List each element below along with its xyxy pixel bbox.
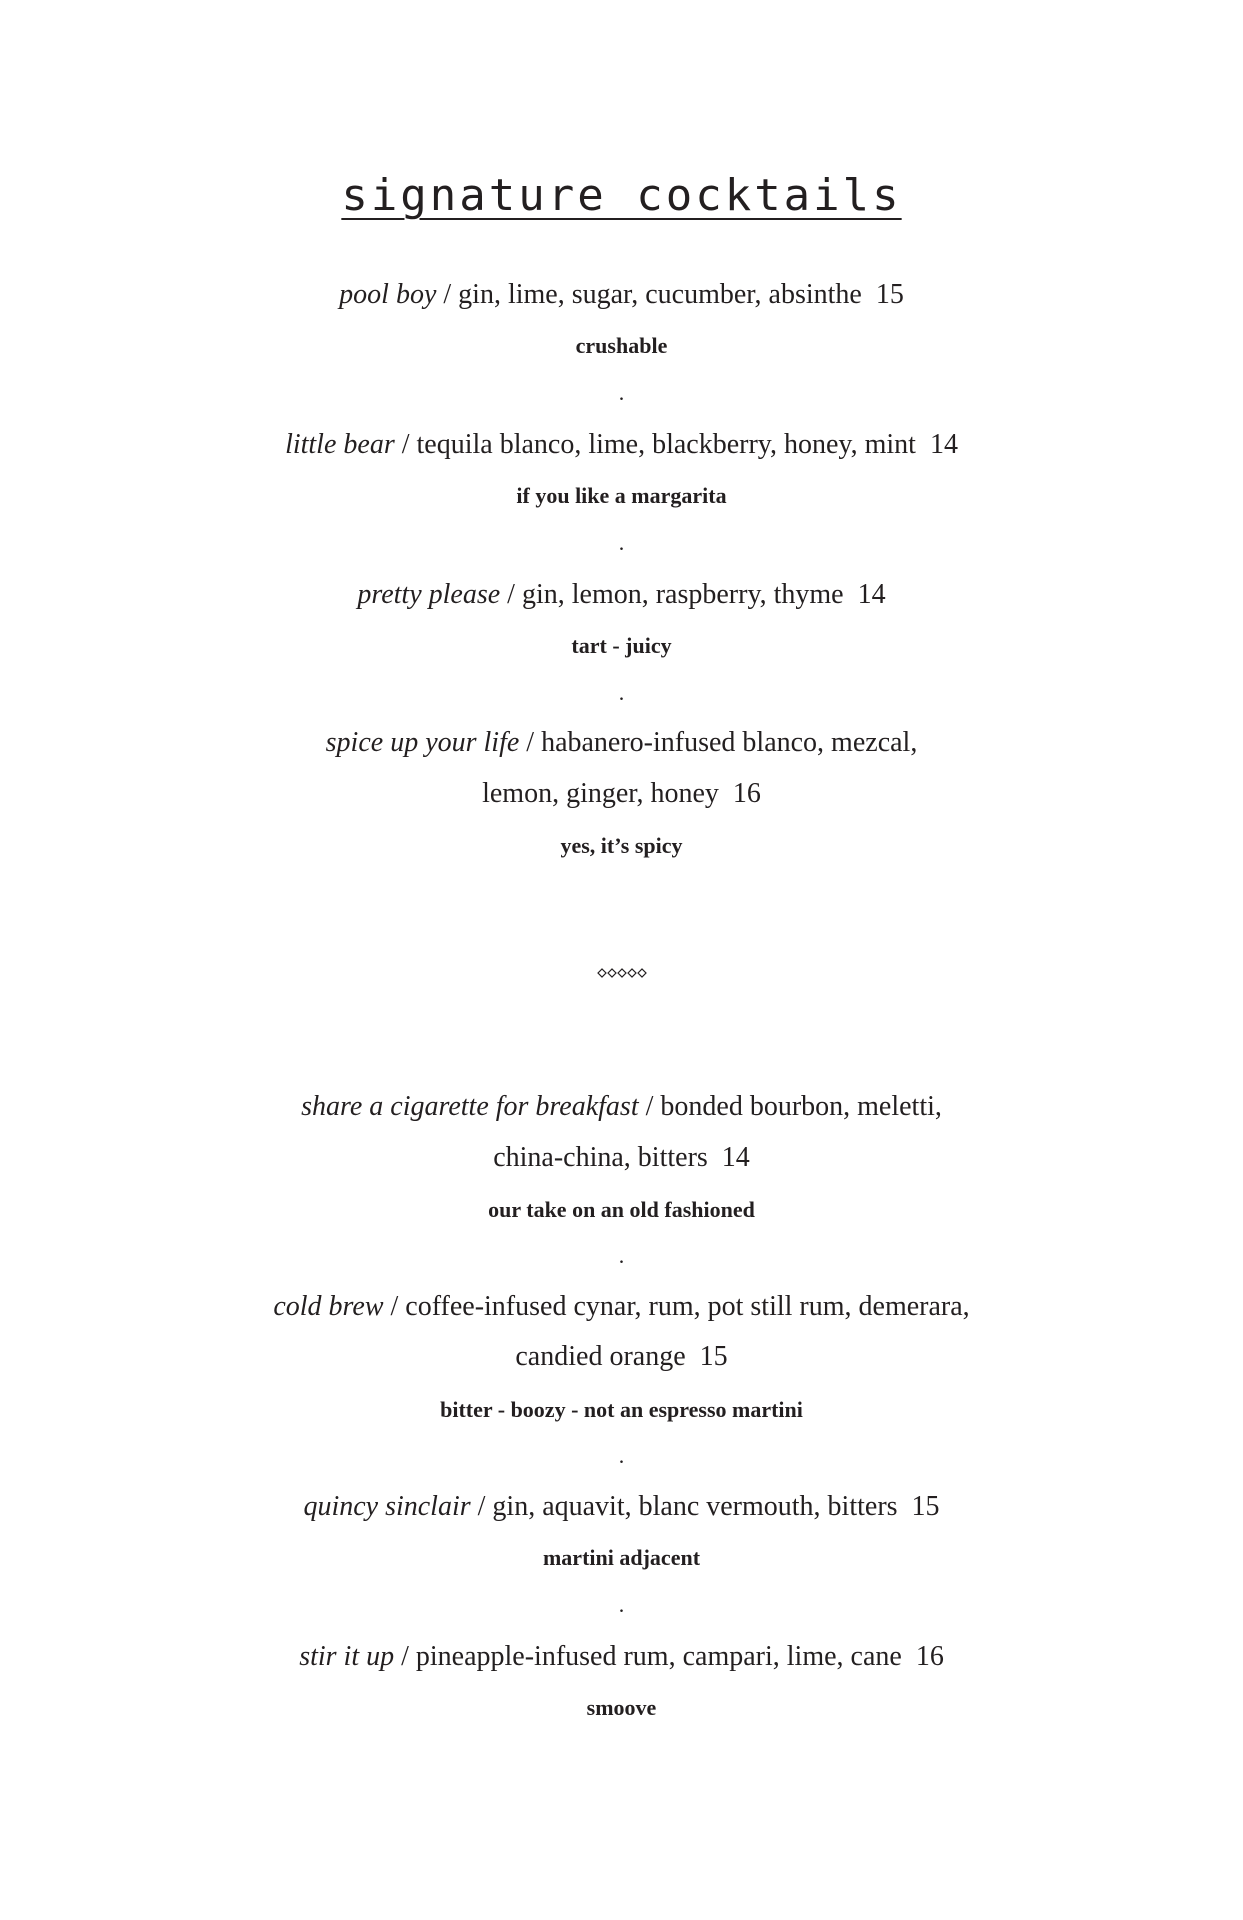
item-name: share a cigarette for breakfast <box>301 1091 639 1122</box>
item-divider-dot: . <box>618 1243 625 1268</box>
menu-item-cold-brew <box>0 1290 1243 1324</box>
menu-item-stir-it-up <box>0 1640 1243 1674</box>
item-description: if you like a margarita <box>516 483 727 508</box>
item-name: little bear <box>285 429 395 460</box>
item-description: tart - juicy <box>571 633 672 658</box>
menu-item-pretty-please <box>0 578 1243 612</box>
item-name: cold brew <box>273 1291 384 1322</box>
menu-item-cold-brew-cont <box>0 1340 1243 1374</box>
item-divider-dot: . <box>618 1443 625 1468</box>
item-separator: / <box>500 579 522 610</box>
item-description: bitter - boozy - not an espresso martini <box>440 1397 803 1422</box>
item-name: stir it up <box>299 1641 395 1672</box>
diamond-divider <box>0 966 1243 986</box>
item-separator: / <box>470 1491 493 1522</box>
item-description: our take on an old fashioned <box>488 1197 755 1222</box>
item-ingredients-continued: china-china, bitters <box>493 1142 708 1173</box>
item-ingredients: tequila blanco, lime, blackberry, honey, mint <box>416 429 916 460</box>
item-description: martini adjacent <box>542 1545 701 1570</box>
diamonds-icon <box>597 966 647 980</box>
item-price: 14 <box>929 429 958 460</box>
item-price: 15 <box>875 279 904 310</box>
item-ingredients-continued: lemon, ginger, honey <box>482 778 719 809</box>
item-ingredients: gin, lime, sugar, cucumber, absinthe <box>458 279 862 310</box>
menu-item-pool-boy <box>0 278 1243 312</box>
item-description: smoove <box>586 1695 657 1720</box>
item-ingredients: gin, aquavit, blanc vermouth, bitters <box>492 1491 898 1522</box>
page-title-text: signature cocktails <box>341 170 902 221</box>
item-price: 14 <box>721 1142 750 1173</box>
menu-item-spice-up-your-life-cont <box>0 777 1243 811</box>
item-ingredients: habanero-infused blanco, mezcal, <box>541 727 918 758</box>
item-divider-dot: . <box>618 680 625 705</box>
item-name: spice up your life <box>325 727 520 758</box>
item-name: quincy sinclair <box>303 1491 471 1522</box>
menu-item-share-a-cigarette-cont <box>0 1141 1243 1175</box>
item-divider-dot: . <box>618 1592 625 1617</box>
item-ingredients: coffee-infused cynar, rum, pot still rum, demerara, <box>405 1291 970 1322</box>
item-separator: / <box>436 279 459 310</box>
item-divider-dot: . <box>618 530 625 555</box>
item-price: 16 <box>732 778 761 809</box>
item-name: pool boy <box>339 279 437 310</box>
item-price: 16 <box>915 1641 944 1672</box>
menu-item-quincy-sinclair <box>0 1490 1243 1524</box>
item-divider-dot: . <box>618 380 625 405</box>
item-separator: / <box>519 727 542 758</box>
menu-item-share-a-cigarette <box>0 1090 1243 1124</box>
item-price: 15 <box>911 1491 940 1522</box>
item-ingredients: bonded bourbon, meletti, <box>660 1091 942 1122</box>
menu-item-spice-up-your-life <box>0 726 1243 760</box>
item-price: 15 <box>699 1341 728 1372</box>
item-separator: / <box>383 1291 406 1322</box>
menu-item-little-bear <box>0 428 1243 462</box>
item-ingredients: gin, lemon, raspberry, thyme <box>521 579 844 610</box>
item-ingredients: pineapple-infused rum, campari, lime, cane <box>415 1641 902 1672</box>
item-description: crushable <box>575 333 668 358</box>
page-title <box>0 172 1243 220</box>
item-separator: / <box>638 1091 661 1122</box>
item-price: 14 <box>857 579 886 610</box>
item-name: pretty please <box>357 579 501 610</box>
item-ingredients-continued: candied orange <box>515 1341 686 1372</box>
item-description: yes, it’s spicy <box>560 833 683 858</box>
item-separator: / <box>394 1641 416 1672</box>
item-separator: / <box>394 429 417 460</box>
